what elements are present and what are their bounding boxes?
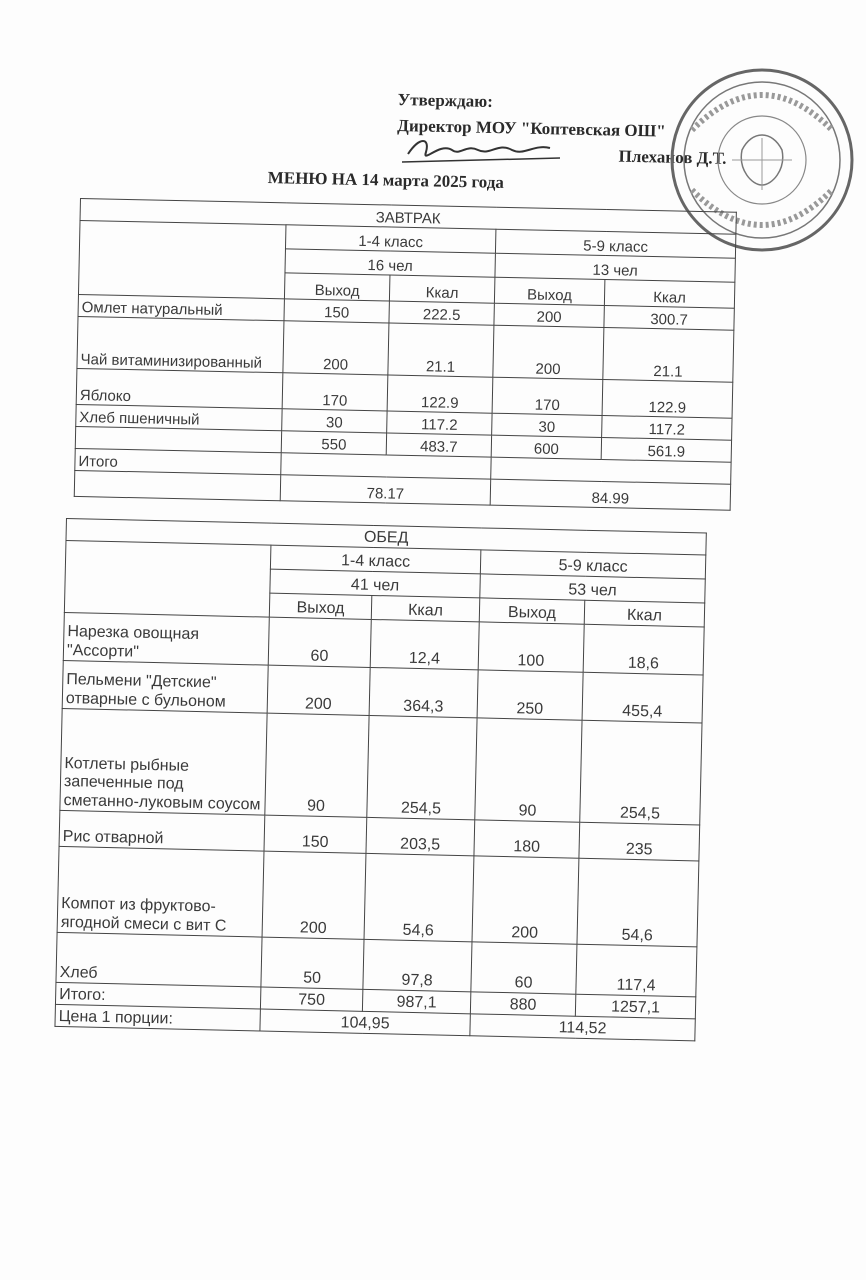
serving-value: 250	[477, 670, 583, 720]
price-label: Цена 1 порции:	[55, 1004, 260, 1031]
kcal-value: 117.2	[602, 415, 732, 440]
director-signature	[400, 132, 570, 172]
dish-name: Хлеб пшеничный	[76, 404, 282, 430]
serving-value: 180	[474, 820, 580, 858]
lunch-table	[54, 518, 706, 1041]
total-serving: 880	[470, 992, 575, 1016]
serving-value: 150	[284, 299, 389, 323]
serving-value: 90	[265, 713, 369, 817]
serving-value: 200	[494, 303, 604, 327]
kcal-value: 455,4	[582, 672, 703, 723]
total-serving: 600	[491, 435, 601, 459]
total-serving: 550	[281, 431, 386, 455]
serving-value: 200	[267, 665, 370, 715]
approval-director-line: Директор МОУ "Коптевская ОШ"	[397, 115, 666, 141]
kcal-value: 254,5	[367, 715, 477, 819]
col-header-serving: Выход	[479, 598, 585, 624]
table-row	[60, 708, 702, 824]
serving-value: 90	[475, 718, 582, 822]
total-serving: 750	[260, 987, 362, 1011]
dish-name: Нарезка овощная "Ассорти"	[63, 612, 269, 665]
kcal-value: 54,6	[364, 853, 474, 941]
serving-value: 30	[492, 413, 602, 437]
serving-value: 50	[261, 937, 364, 989]
group-name: 5-9 класс	[480, 550, 706, 579]
total-label: Итого	[75, 448, 281, 474]
kcal-value: 54,6	[577, 858, 699, 947]
kcal-value: 235	[579, 822, 700, 861]
serving-value: 150	[264, 815, 367, 853]
group-count: 41 чел	[270, 569, 480, 598]
group-count: 16 чел	[285, 249, 495, 277]
serving-value: 200	[493, 325, 604, 379]
dish-name: Компот из фруктово-ягодной смеси с вит С	[57, 846, 264, 937]
group-name: 1-4 класс	[270, 545, 480, 574]
serving-value: 60	[268, 617, 371, 667]
serving-value: 60	[471, 942, 577, 994]
price-value: 84.99	[490, 479, 731, 510]
kcal-value: 12,4	[370, 619, 479, 669]
kcal-value: 21.1	[603, 328, 734, 383]
kcal-value: 97,8	[363, 939, 472, 991]
totals-label: Итого:	[55, 982, 260, 1009]
breakfast-table	[74, 198, 737, 511]
total-kcal: 483.7	[386, 433, 491, 457]
kcal-value: 254,5	[580, 720, 702, 825]
price-value: 104,95	[260, 1009, 470, 1036]
dish-name: Яблоко	[76, 368, 283, 408]
kcal-value: 222.5	[389, 301, 494, 325]
serving-value: 30	[282, 409, 387, 433]
approval-director-name: Плеханов Д.Т.	[618, 146, 727, 168]
kcal-value: 122.9	[387, 375, 493, 413]
kcal-value: 122.9	[602, 379, 733, 418]
col-header-kcal: Ккал	[389, 275, 495, 303]
approval-heading: Утверждаю:	[397, 90, 494, 111]
total-kcal: 1257,1	[575, 994, 696, 1019]
dish-name: Омлет натуральный	[78, 294, 284, 320]
breakfast-section-label: ЗАВТРАК	[80, 199, 736, 235]
dish-name: Хлеб	[56, 932, 262, 987]
kcal-value: 364,3	[369, 667, 478, 717]
kcal-value: 203,5	[366, 817, 475, 855]
col-header-kcal: Ккал	[584, 600, 705, 627]
serving-value: 200	[472, 856, 579, 944]
col-header-serving: Выход	[494, 277, 605, 305]
group-count: 53 чел	[480, 574, 706, 603]
col-header-kcal: Ккал	[604, 280, 735, 309]
price-value: 114,52	[470, 1014, 695, 1041]
dish-name: Рис отварной	[59, 810, 265, 851]
serving-value: 200	[262, 851, 366, 939]
dish-name: Пельмени "Детские" отварные с бульоном	[62, 660, 268, 713]
kcal-value: 117,4	[576, 944, 697, 997]
total-kcal: 561.9	[601, 437, 731, 462]
serving-value: 170	[282, 373, 388, 411]
dish-name: Чай витаминизированный	[77, 316, 284, 372]
col-header-serving: Выход	[284, 273, 390, 301]
lunch-section-label: ОБЕД	[66, 519, 706, 556]
blank-cell	[74, 470, 280, 500]
col-header-kcal: Ккал	[371, 595, 480, 621]
serving-value: 200	[283, 321, 389, 375]
menu-title: МЕНЮ НА 14 марта 2025 года	[267, 168, 505, 192]
kcal-value: 18,6	[583, 624, 704, 675]
blank-cell	[78, 221, 286, 299]
kcal-value: 117.2	[387, 411, 492, 435]
dish-name: Котлеты рыбные запеченные под сметанно-луковым соусом	[60, 708, 267, 815]
kcal-value: 21.1	[388, 323, 494, 377]
price-value: 78.17	[280, 475, 490, 505]
serving-value: 100	[478, 622, 584, 672]
kcal-value: 300.7	[604, 306, 734, 331]
group-name: 1-4 класс	[285, 225, 495, 253]
serving-value: 170	[492, 377, 603, 415]
col-header-serving: Выход	[269, 593, 372, 619]
group-name: 5-9 класс	[495, 229, 735, 258]
table-row	[57, 846, 699, 946]
total-kcal: 987,1	[362, 989, 470, 1013]
group-count: 13 чел	[495, 253, 735, 282]
blank-cell	[64, 541, 271, 618]
